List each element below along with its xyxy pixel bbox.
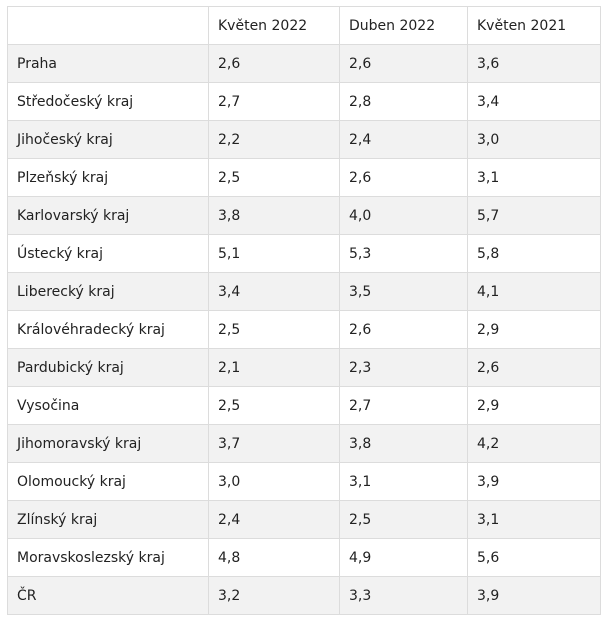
header-april-2022: Duben 2022 (340, 7, 468, 45)
april-2022-cell: 3,8 (340, 425, 468, 463)
april-2022-cell: 2,6 (340, 159, 468, 197)
table-row (8, 159, 601, 197)
april-2022-cell: 2,7 (340, 387, 468, 425)
table-row (8, 463, 601, 501)
may-2022-cell: 5,1 (209, 235, 340, 273)
may-2022-cell: 3,4 (209, 273, 340, 311)
may-2021-cell: 3,1 (468, 501, 601, 539)
may-2022-cell: 3,0 (209, 463, 340, 501)
region-cell: Plzeňský kraj (8, 159, 209, 197)
april-2022-cell: 5,3 (340, 235, 468, 273)
region-cell: Karlovarský kraj (8, 197, 209, 235)
table-body (8, 45, 601, 615)
may-2021-cell: 4,1 (468, 273, 601, 311)
region-cell: Olomoucký kraj (8, 463, 209, 501)
april-2022-cell: 2,8 (340, 83, 468, 121)
may-2021-cell: 4,2 (468, 425, 601, 463)
may-2022-cell: 2,5 (209, 387, 340, 425)
table-row (8, 387, 601, 425)
table-row (8, 425, 601, 463)
may-2021-cell: 3,0 (468, 121, 601, 159)
table-row (8, 501, 601, 539)
table-row (8, 197, 601, 235)
region-cell: Vysočina (8, 387, 209, 425)
header-region (8, 7, 209, 45)
region-cell: Praha (8, 45, 209, 83)
table-row (8, 349, 601, 387)
region-cell: Královéhradecký kraj (8, 311, 209, 349)
header-may-2021: Květen 2021 (468, 7, 601, 45)
may-2021-cell: 5,8 (468, 235, 601, 273)
may-2021-cell: 2,9 (468, 387, 601, 425)
april-2022-cell: 2,6 (340, 45, 468, 83)
april-2022-cell: 4,9 (340, 539, 468, 577)
may-2021-cell: 2,6 (468, 349, 601, 387)
may-2022-cell: 3,8 (209, 197, 340, 235)
april-2022-cell: 2,5 (340, 501, 468, 539)
may-2022-cell: 2,6 (209, 45, 340, 83)
april-2022-cell: 3,1 (340, 463, 468, 501)
may-2021-cell: 5,6 (468, 539, 601, 577)
region-cell: ČR (8, 577, 209, 615)
region-cell: Jihomoravský kraj (8, 425, 209, 463)
table-row (8, 577, 601, 615)
table-header-row (8, 7, 601, 45)
april-2022-cell: 3,5 (340, 273, 468, 311)
region-cell: Ústecký kraj (8, 235, 209, 273)
table-row (8, 121, 601, 159)
may-2022-cell: 2,2 (209, 121, 340, 159)
april-2022-cell: 2,6 (340, 311, 468, 349)
table-row (8, 45, 601, 83)
table-row (8, 311, 601, 349)
may-2022-cell: 3,2 (209, 577, 340, 615)
region-cell: Pardubický kraj (8, 349, 209, 387)
region-cell: Jihočeský kraj (8, 121, 209, 159)
may-2022-cell: 4,8 (209, 539, 340, 577)
table-row (8, 539, 601, 577)
may-2022-cell: 2,5 (209, 159, 340, 197)
april-2022-cell: 4,0 (340, 197, 468, 235)
may-2021-cell: 3,6 (468, 45, 601, 83)
april-2022-cell: 3,3 (340, 577, 468, 615)
table-row (8, 235, 601, 273)
region-cell: Středočeský kraj (8, 83, 209, 121)
may-2022-cell: 2,4 (209, 501, 340, 539)
table-row (8, 273, 601, 311)
may-2021-cell: 3,9 (468, 577, 601, 615)
unemployment-table (7, 6, 601, 615)
may-2021-cell: 3,1 (468, 159, 601, 197)
may-2022-cell: 2,7 (209, 83, 340, 121)
table-row (8, 83, 601, 121)
may-2021-cell: 3,9 (468, 463, 601, 501)
may-2021-cell: 3,4 (468, 83, 601, 121)
data-table-container (7, 6, 600, 615)
may-2022-cell: 3,7 (209, 425, 340, 463)
may-2022-cell: 2,5 (209, 311, 340, 349)
may-2021-cell: 2,9 (468, 311, 601, 349)
region-cell: Moravskoslezský kraj (8, 539, 209, 577)
april-2022-cell: 2,3 (340, 349, 468, 387)
may-2021-cell: 5,7 (468, 197, 601, 235)
may-2022-cell: 2,1 (209, 349, 340, 387)
region-cell: Zlínský kraj (8, 501, 209, 539)
header-may-2022: Květen 2022 (209, 7, 340, 45)
april-2022-cell: 2,4 (340, 121, 468, 159)
region-cell: Liberecký kraj (8, 273, 209, 311)
